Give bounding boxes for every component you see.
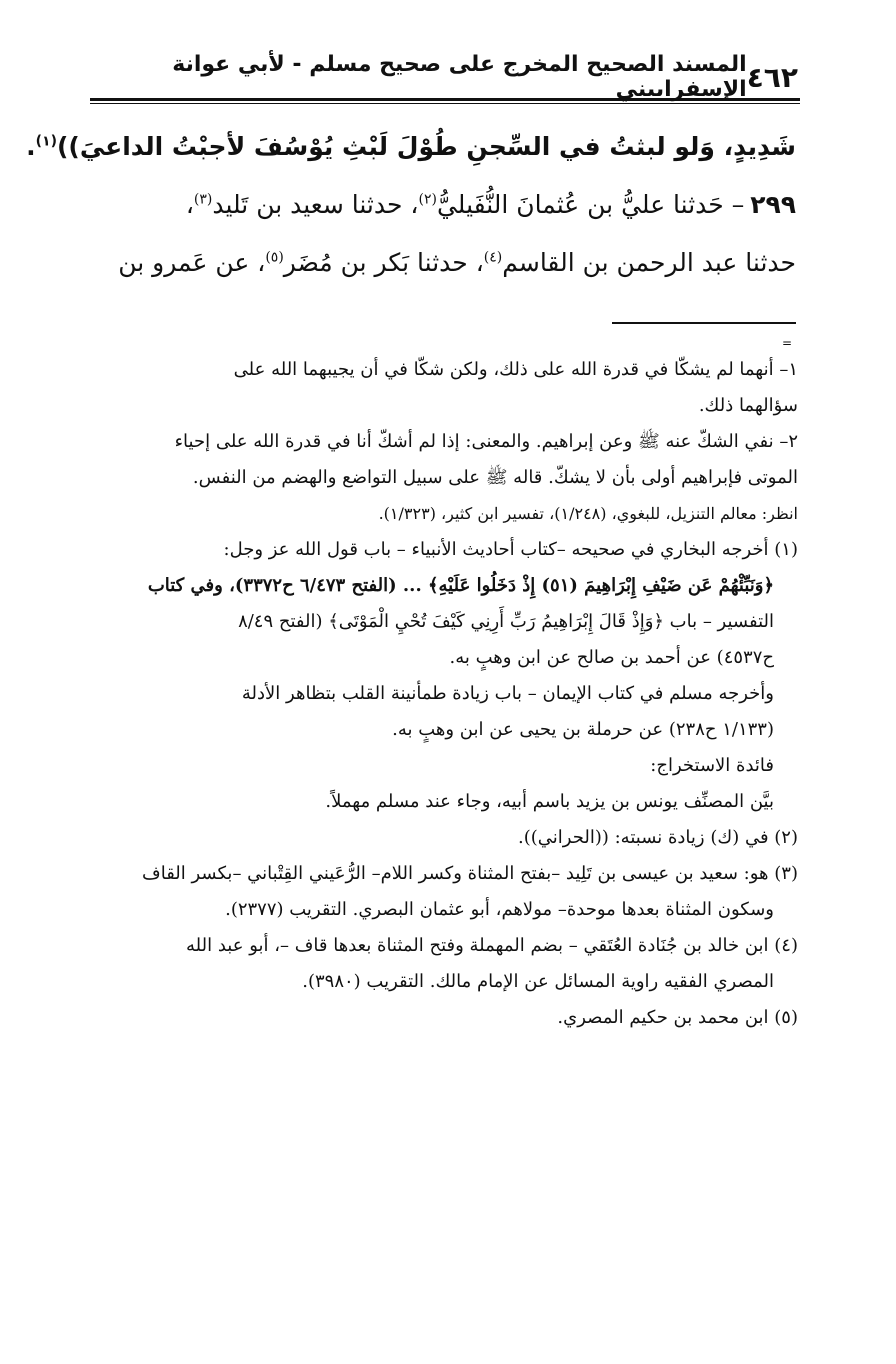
note-1 bbox=[82, 352, 798, 424]
footnotes bbox=[82, 352, 798, 1036]
footnote-ref: (٢) bbox=[418, 191, 437, 208]
footnote-4 bbox=[82, 928, 798, 1000]
main-text bbox=[26, 118, 796, 292]
book-title: المسند الصحيح المخرج على صحيح مسلم - لأبي عوانة الإسفراييني bbox=[172, 52, 747, 102]
footnote-ref: (١) bbox=[35, 133, 57, 150]
main-line-2 bbox=[78, 176, 796, 234]
footnote-ref: (٣) bbox=[193, 191, 213, 208]
running-header bbox=[92, 52, 798, 102]
main-line-3-a: حدثنا عبد الرحمن بن القاسم bbox=[502, 248, 796, 277]
note-line: الموتى فإبراهيم أولى بأن لا يشكّ. قاله ﷺ على سبيل التواضع والهضم من النفس. bbox=[192, 467, 798, 488]
note-line: فائدة الاستخراج: bbox=[650, 755, 774, 776]
main-line-1-end: . bbox=[26, 132, 36, 161]
main-line-1-text: شَدِيدٍ، وَلو لبثتُ في السِّجنِ طُوْلَ لَبْثِ يُوْسُفَ لأجبْتُ الداعيَ)) bbox=[56, 132, 796, 161]
note-line: سؤالهما ذلك. bbox=[698, 395, 798, 416]
note-line: ح٤٥٣٧) عن أحمد بن صالح عن ابن وهبٍ به. bbox=[449, 647, 774, 668]
footnote-2 bbox=[82, 820, 798, 856]
continuation-mark: = bbox=[781, 336, 792, 350]
main-line-2-c: ، bbox=[185, 190, 194, 219]
page-number: ٤٦٢ bbox=[746, 60, 798, 94]
note-line: بيَّن المصنِّف يونس بن يزيد باسم أبيه، وجاء عند مسلم مهملاً. bbox=[325, 791, 774, 812]
note-line: وسكون المثناة بعدها موحدة– مولاهم، أبو عثمان البصري. التقريب (٢٣٧٧). bbox=[225, 899, 774, 920]
note-line: (٣) هو: سعيد بن عيسى بن تَلِيد –بفتح المثناة وكسر اللام– الرُّعَيني القِتْباني –بكسر القاف bbox=[142, 863, 798, 884]
main-line-2-a: – حَدثنا عليُّ بن عُثمانَ النُّفَيليُّ bbox=[436, 190, 745, 219]
footnote-separator bbox=[612, 322, 796, 324]
footnote-ref: (٤) bbox=[483, 249, 503, 266]
footnote-ref: (٥) bbox=[265, 249, 284, 266]
note-2 bbox=[82, 424, 798, 532]
header-rule bbox=[90, 98, 800, 104]
main-line-3-c: ، عن عَمرو بن bbox=[118, 248, 266, 277]
note-line: التفسير – باب ﴿وَإِذْ قَالَ إِبْرَاهِيمُ رَبِّ أَرِنِي كَيْفَ تُحْيِ الْمَوْتَى﴾ (الفتح ٨/٤٩ bbox=[238, 611, 774, 632]
hadith-number: ٢٩٩ bbox=[750, 190, 796, 219]
note-line: ٢– نفي الشكّ عنه ﷺ وعن إبراهيم. والمعنى: إذا لم أشكّ أنا في قدرة الله على إحياء bbox=[174, 431, 798, 452]
note-line: (١) أخرجه البخاري في صحيحه –كتاب أحاديث الأنبياء – باب قول الله عز وجل: bbox=[223, 539, 798, 560]
footnote-3 bbox=[82, 856, 798, 928]
main-line-3 bbox=[78, 234, 796, 292]
main-line-2-b: ، حدثنا سعيد بن تَليد bbox=[212, 190, 419, 219]
note-line: المصري الفقيه راوية المسائل عن الإمام مالك. التقريب (٣٩٨٠). bbox=[302, 971, 774, 992]
footnote-1 bbox=[82, 532, 798, 820]
footnote-5 bbox=[82, 1000, 798, 1036]
note-line: (٥) ابن محمد بن حكيم المصري. bbox=[557, 1007, 798, 1028]
main-line-3-b: ، حدثنا بَكر بن مُضَر bbox=[283, 248, 484, 277]
note-line: ١– أنهما لم يشكّا في قدرة الله على ذلك، ولكن شكّا في أن يجيبهما الله على bbox=[233, 359, 798, 380]
note-line: (٤) ابن خالد بن جُنَادة العُتَقي – بضم المهملة وفتح المثناة بعدها قاف –، أبو عبد الله bbox=[186, 935, 798, 956]
note-line: انظر: معالم التنزيل، للبغوي، (١/٢٤٨)، تفسير ابن كثير، (١/٣٢٣). bbox=[378, 504, 798, 523]
note-line: وأخرجه مسلم في كتاب الإيمان – باب زيادة طمأنينة القلب بتظاهر الأدلة bbox=[241, 683, 774, 704]
note-line: ﴿وَنَبِّئْهُمْ عَن ضَيْفِ إِبْرَاهِيمَ (٥١) إِذْ دَخَلُوا عَلَيْهِ﴾ ... (الفتح ٦/٤٧٣ ح٣٣٧٢)، وفي كتاب bbox=[147, 575, 774, 596]
note-line: (٢) في (ك) زيادة نسبته: ((الحراني)). bbox=[518, 827, 798, 848]
main-line-1 bbox=[26, 118, 796, 176]
note-line: (١/١٣٣ ح٢٣٨) عن حرملة بن يحيى عن ابن وهبٍ به. bbox=[392, 719, 774, 740]
